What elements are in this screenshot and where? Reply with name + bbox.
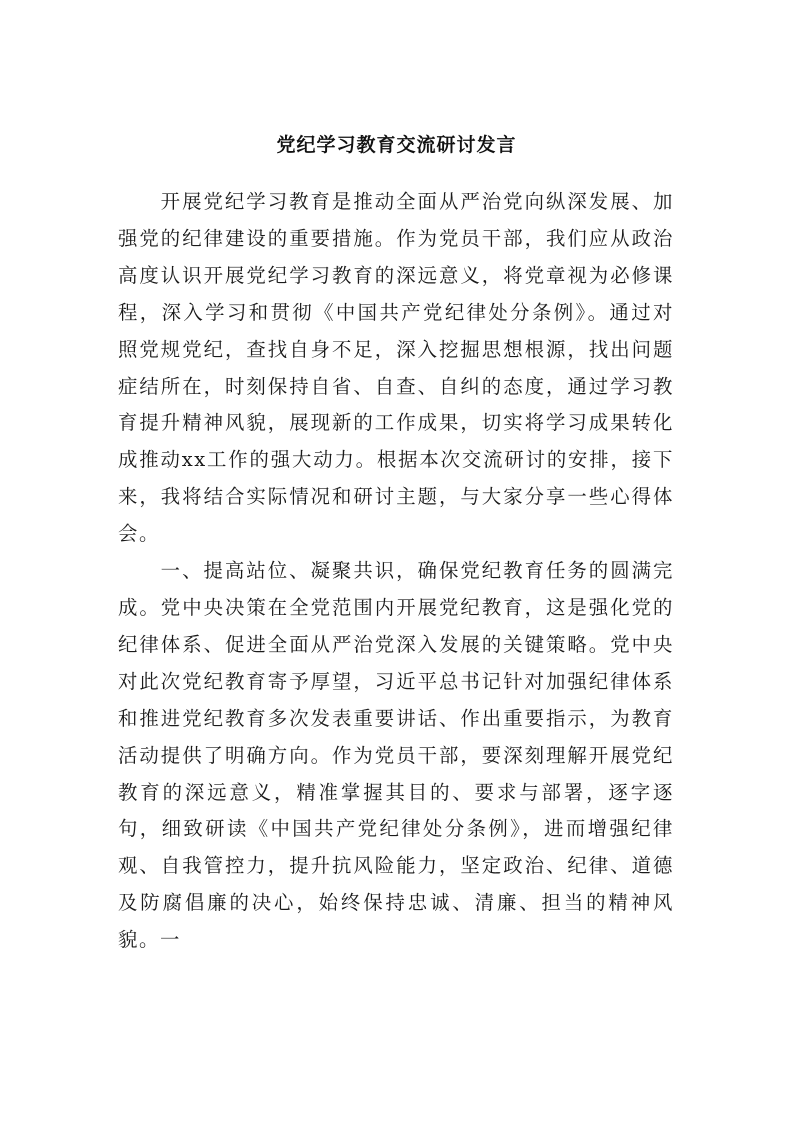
paragraph-intro: 开展党纪学习教育是推动全面从严治党向纵深发展、加强党的纪律建设的重要措施。作为党员干部，我们应从政治高度认识开展党纪学习教育的深远意义，将党章视为必修课程，深入学习和贯彻《中国共产党纪律处分条例》。通过对照党规党纪，查找自身不足，深入挖掘思想根源，找出问题症结所在，时刻保持自省、自查、自纠的态度，通过学习教育提升精神风貌，展现新的工作成果，切实将学习成果转化成推动xx工作的强大动力。根据本次交流研讨的安排，接下来，我将结合实际情况和研讨主题，与大家分享一些心得体会。: [118, 190, 674, 546]
document-title: 党纪学习教育交流研讨发言: [276, 134, 517, 156]
paragraph-section-one: 一、提高站位、凝聚共识，确保党纪教育任务的圆满完成。党中央决策在全党范围内开展党纪教育，这是强化党的纪律体系、促进全面从严治党深入发展的关键策略。党中央对此次党纪教育寄予厚望，习近平总书记针对加强纪律体系和推进党纪教育多次发表重要讲话、作出重要指示，为教育活动提供了明确方向。作为党员干部，要深刻理解开展党纪教育的深远意义，精准掌握其目的、要求与部署，逐字逐句，细致研读《中国共产党纪律处分条例》，进而增强纪律观、自我管控力，提升抗风险能力，坚定政治、纪律、道德及防腐倡廉的决心，始终保持忠诚、清廉、担当的精神风貌。一: [118, 559, 674, 952]
document-body: [118, 184, 674, 959]
